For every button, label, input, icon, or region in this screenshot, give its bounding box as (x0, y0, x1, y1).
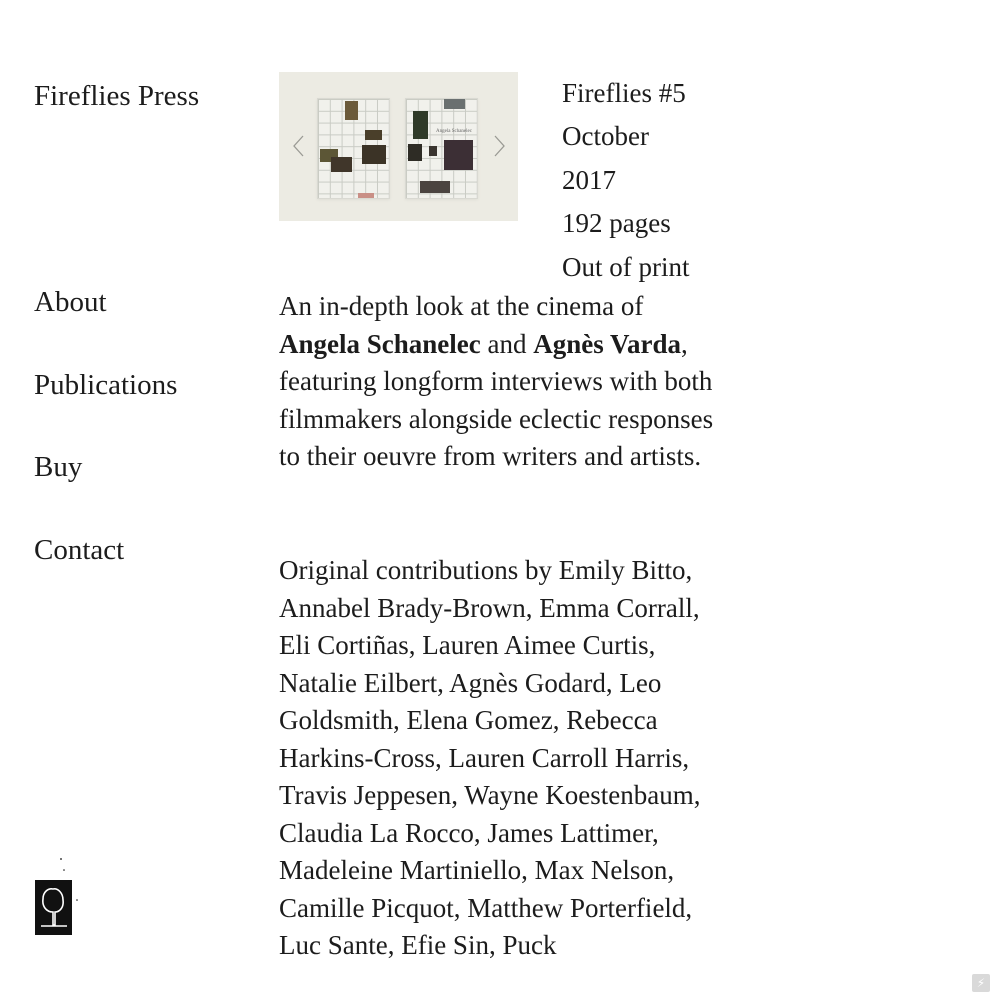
description-rest: , featuring longform interviews with both filmmakers alongside eclectic responses to their oeuvre from writers and artists. (279, 328, 714, 471)
spread-photo (413, 111, 428, 139)
contributors-text: Original contributions by Emily Bitto, Annabel Brady-Brown, Emma Corrall, Eli Cortiñas, Lauren Aimee Curtis, Natalie Eilbert, Agnès Godard, Leo Goldsmith, Elena Gomez, Rebecca Harkins-Cross, Lauren Carroll Harris, Travis Jeppesen, Wayne Koestenbaum, Claudia La Rocco, James Lattimer, Madeleine Martiniello, Max Nelson, Camille Picquot, Matthew Porterfield, Luc Sante, Efie Sin, Puck (279, 555, 701, 960)
spread-photo (444, 99, 465, 109)
publication-page-count: 192 pages (562, 208, 671, 239)
publication-year: 2017 (562, 164, 616, 195)
main-nav (34, 282, 177, 612)
spread-photo (420, 181, 450, 193)
description-intro: An in-depth look at the cinema of (279, 291, 644, 321)
spread-photo (444, 140, 473, 170)
nav-link-contact[interactable]: Contact (34, 533, 125, 566)
chevron-right-icon[interactable] (489, 132, 509, 160)
tree-logo-icon[interactable] (33, 852, 81, 940)
publication-status: Out of print (562, 251, 690, 282)
filmmaker-name: Agnès Varda (533, 328, 682, 359)
filmmaker-name: Angela Schanelec (279, 328, 481, 359)
site-title-link[interactable]: Fireflies Press (34, 80, 200, 112)
nav-link-about[interactable]: About (34, 286, 107, 318)
publication-image-carousel[interactable] (279, 72, 518, 221)
nav-item-about (34, 282, 177, 365)
nav-item-publications (34, 365, 177, 448)
description-and: and (480, 328, 534, 359)
spread-photo (331, 157, 352, 172)
spread-caption: Angela Schanelec (436, 129, 472, 134)
nav-link-publications[interactable]: Publications (34, 368, 178, 401)
publication-title: Fireflies #5 (562, 78, 686, 108)
nav-item-contact (34, 530, 177, 613)
publication-meta (562, 72, 690, 289)
nav-link-buy[interactable]: Buy (34, 451, 83, 483)
publication-description (279, 288, 729, 476)
spread-page-left (317, 98, 390, 199)
spread-photo (362, 145, 386, 164)
spread-photo (358, 193, 374, 198)
spread-page-right (405, 98, 478, 199)
spread-photo (408, 144, 422, 161)
spread-photo (345, 101, 358, 120)
spread-photo (429, 146, 437, 156)
lightning-icon[interactable]: ⚡ (972, 974, 990, 992)
nav-item-buy (34, 447, 177, 530)
chevron-left-icon[interactable] (289, 132, 309, 160)
publication-month: October (562, 121, 649, 152)
spread-photo (365, 130, 382, 140)
